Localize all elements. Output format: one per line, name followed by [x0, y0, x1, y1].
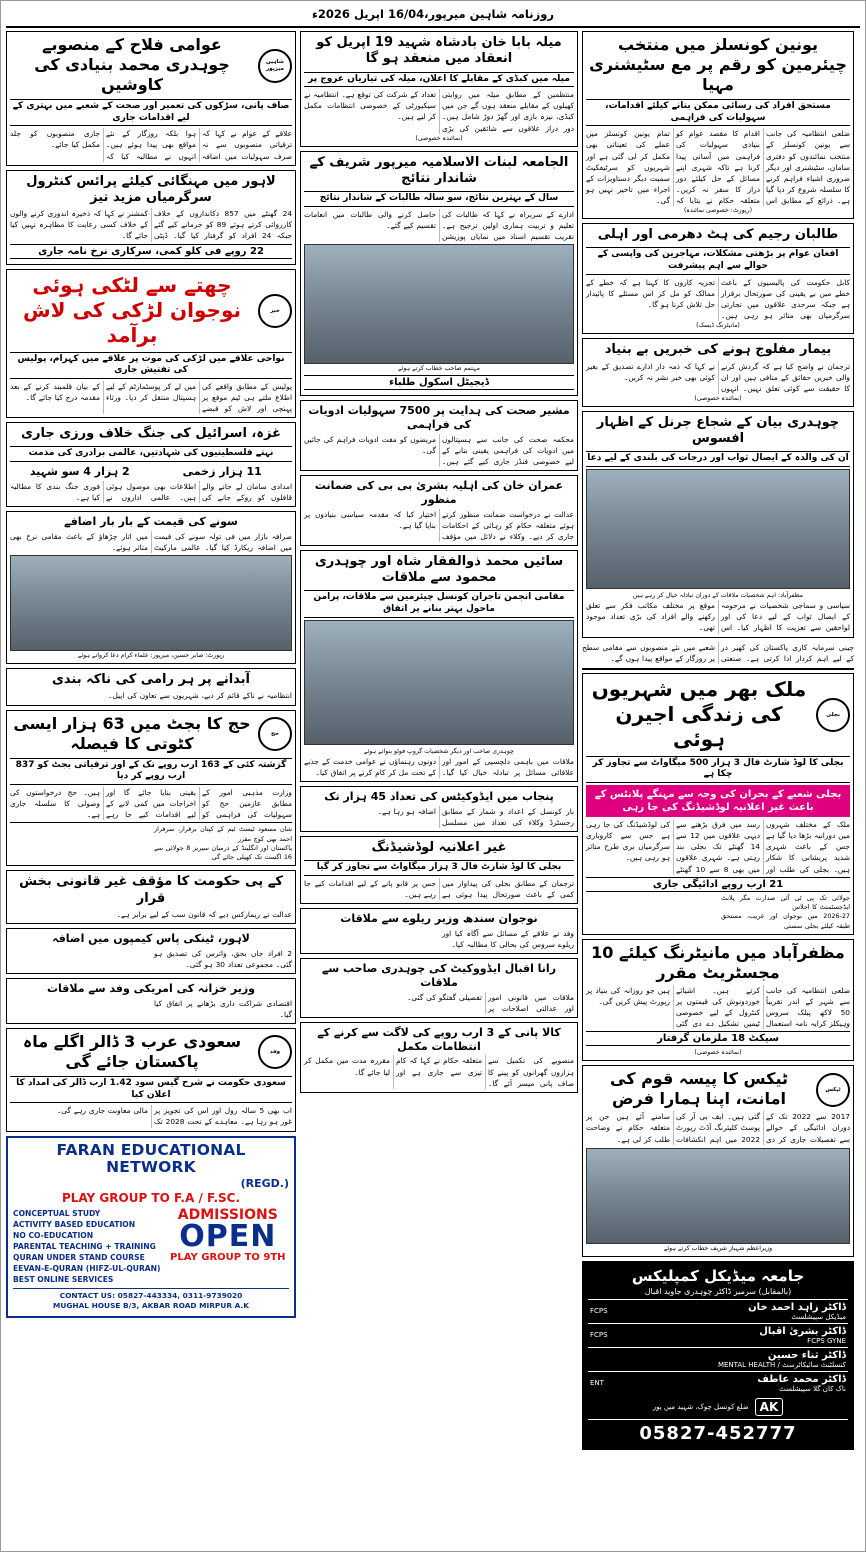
- photo-prayer: [10, 555, 292, 651]
- article-r9-headline: لاہور، ٹینکی پاس کیمپوں میں اضافہ: [52, 931, 250, 945]
- article-r5-headline: سونے کی قیمت کے بار بار اضافے: [64, 515, 238, 529]
- article-a8: [582, 1065, 854, 1256]
- article-a2: [582, 223, 854, 334]
- photo-group: [304, 620, 574, 745]
- article-m8: [300, 908, 578, 954]
- doctor-qualification: ENT: [590, 1379, 604, 1388]
- doctor-specialty: ناک کان گلا سپیشلسٹ: [779, 1384, 846, 1393]
- article-a3-body: ترجمان نے واضح کیا ہے کہ گردش کرنے والی خبریں حقائق کے منافی ہیں اور ان کا حقیقت سے کوئی تعلق نہیں۔ انہوں نے کہا کہ ذمہ دار ادارے تصدیق کے بغیر کوئی بھی خبر نشر نہ کریں۔: [586, 361, 850, 393]
- faran-contact[interactable]: CONTACT US: 05827-443334, 0311-9739020: [59, 1291, 243, 1301]
- page-columns: [6, 31, 860, 1450]
- article-r8: [6, 870, 296, 924]
- faran-title: FARAN EDUCATIONAL NETWORK: [56, 1140, 246, 1177]
- masthead-rule: [6, 26, 860, 28]
- photo-r5-caption: رپورٹ: صابر حسین، میرپور: علماء کرام دعا کرواتے ہوئے: [77, 652, 225, 660]
- article-m1-body: منتظمین کے مطابق میلہ میں روایتی کھیلوں کے مقابلے منعقد ہوں گے جن میں کبڈی، نیزہ بازی اور گھڑ دوڑ شامل ہیں۔ دور دراز علاقوں سے شائقین کی بڑی تعداد کے شرکت کی توقع ہے۔ انتظامیہ نے سیکیورٹی کے خصوصی انتظامات مکمل کر لیے ہیں۔: [304, 90, 574, 133]
- photo-speaker: [304, 244, 574, 364]
- article-r6-body: انتظامیہ نے ناکے قائم کر دیے، شہریوں سے تعاون کی اپیل۔: [108, 691, 292, 701]
- doctor-specialty: میڈیکل سپیشلسٹ: [791, 1312, 846, 1321]
- doctor-row: [588, 1323, 848, 1347]
- article-m2-note: ڈیجیٹل اسکول طلباء: [304, 375, 574, 390]
- article-m1: [300, 31, 578, 147]
- hospital-phone[interactable]: 05827-452777: [588, 1419, 848, 1444]
- article-a2-byline: (مانیٹرنگ ڈیسک): [696, 322, 740, 330]
- faran-feature: ACTIVITY BASED EDUCATION: [13, 1220, 136, 1230]
- power-seal-icon: بجلی: [816, 698, 850, 732]
- doctor-name: ڈاکٹر محمد عاطف: [757, 1373, 846, 1385]
- article-a7-note: سیکٹ 18 ملزمان گرفتار: [586, 1031, 850, 1046]
- article-m7-subhead: بجلی کا لوڈ شارٹ فال 3 ہزار میگاواٹ سے تجاوز کر گیا: [304, 860, 574, 876]
- article-a7-byline: (نمائندہ خصوصی): [694, 1049, 742, 1057]
- hospital-address: ضلع کونسل چوک، شہید مین پور: [652, 1402, 749, 1411]
- doctor-name: ڈاکٹر ثناء حسین: [767, 1349, 846, 1361]
- logo-circle-icon: شاہین میرپور: [258, 49, 292, 83]
- article-r3-subhead: نواحی علاقے میں لڑکی کی موت پر علاقے میں کہرام، پولیس کی تفتیش جاری: [10, 352, 292, 379]
- article-r3: [6, 269, 296, 419]
- article-m5-body: ملاقات میں باہمی دلچسپی کے امور اور علاقائی مسائل پر تبادلہ خیال کیا گیا۔ دونوں رہنماؤں نے عوامی خدمت کے جذبے کے تحت مل کر کام کرنے پر اتفاق کیا۔: [304, 756, 574, 777]
- article-r4-headline: غزہ، اسرائیل کی جنگ خلاف ورزی جاری: [21, 426, 281, 442]
- casualty-figures: [10, 464, 292, 481]
- article-r8-headline: کے پی حکومت کا مؤقف غیر قانونی بخش قرار: [19, 874, 283, 906]
- article-a6-headline: ملک بھر میں شہریوں کی زندگی اجیرن ہوئی: [591, 676, 807, 751]
- article-r2-note: 22 روپے فی کلو کمی، سرکاری نرخ نامہ جاری: [10, 244, 292, 259]
- hospital-brand: [588, 1395, 848, 1416]
- article-r10: [6, 978, 296, 1024]
- doctor-specialty: کنسلٹنٹ سائیکاٹرسٹ / MENTAL HEALTH: [717, 1360, 846, 1369]
- article-a1-byline: (رپورٹ: خصوصی نمائندہ): [683, 207, 752, 215]
- article-a5: [582, 642, 854, 664]
- article-m2-body: ادارے کے سربراہ نے کہا کہ طالبات کی تعلیم و تربیت ہماری اولین ترجیح ہے۔ تقریب تقسیم اسناد میں نمایاں پوزیشن حاصل کرنے والی طالبات میں انعامات تقسیم کیے گئے۔: [304, 209, 574, 242]
- article-m9-body: ملاقات میں قانونی امور اور عدالتی اصلاحات پر تفصیلی گفتگو کی گئی۔: [407, 992, 574, 1013]
- article-r6: [6, 668, 296, 705]
- article-a2-headline: طالبان رجیم کی ہٹ دھرمی اور اہلی: [597, 227, 839, 243]
- article-m6-body: بار کونسل کے اعداد و شمار کے مطابق رجسٹرڈ وکلاء کی تعداد میں مسلسل اضافہ ہو رہا ہے۔: [377, 806, 574, 827]
- article-m7: [300, 836, 578, 904]
- doctor-row: [588, 1371, 848, 1395]
- hospital-tagline: (بالمقابل) سرمیر ڈاکٹر چوہدری جاوید اقبال: [644, 1286, 792, 1296]
- hospital-name: جامعہ میڈیکل کمپلیکس: [631, 1266, 805, 1285]
- photo-a8-caption: وزیراعظم شہباز شریف خطاب کرتے ہوئے: [663, 1244, 773, 1252]
- article-a1: [582, 31, 854, 219]
- brand-mark: AK: [755, 1398, 784, 1416]
- column-middle: [300, 31, 578, 1097]
- article-m1-byline: (نمائندہ خصوصی): [415, 134, 463, 142]
- faran-admissions-label: ADMISSIONS: [177, 1207, 278, 1224]
- article-m8-body: وفد نے علاقے کے مسائل سے آگاہ کیا اور ریلوے سروس کی بحالی کا مطالبہ کیا۔: [442, 928, 574, 950]
- article-r5: [6, 511, 296, 664]
- article-r7-headline: حج کا بجٹ میں 63 ہزار ایسی کٹوتی کا فیصلہ: [13, 713, 251, 753]
- article-a5-body: چینی سرمایہ کاری پاکستان کی کھیر در کے لیے اہم کردار ادا کرتی ہے۔ صنعتی شعبے میں نئے منصوبوں سے مقامی سطح پر روزگار کے مواقع پیدا ہوں گے۔: [582, 642, 854, 663]
- article-r9: [6, 928, 296, 974]
- article-m5-headline: سائیں محمد ذوالفقار شاہ اور چوہدری محمود سے ملاقات: [314, 553, 564, 586]
- article-r9-body: 2 افراد جاں بحق، وائرس کی تصدیق ہو گئی۔ مجموعی تعداد 30 ہو گئی۔: [154, 948, 292, 969]
- article-r2: [6, 170, 296, 265]
- article-m6: [300, 786, 578, 832]
- article-a4-body: سیاسی و سماجی شخصیات نے مرحومہ کے ایصال ثواب کے لیے دعا کی اور لواحقین سے تعزیت کا اظہار کیا۔ اس موقع پر مختلف مکاتب فکر سے تعلق رکھنے والے افراد کی بڑی تعداد موجود تھی۔: [586, 601, 850, 633]
- article-r2-headline: لاہور میں مہنگائی کیلئے پرائس کنٹرول سرگرمیاں مزید تیز: [26, 173, 276, 205]
- article-r1-body: علاقے کے عوام نے کہا کہ ترقیاتی منصوبوں سے نہ صرف سہولیات میں اضافہ ہوا بلکہ روزگار کے نئے مواقع بھی پیدا ہوئے ہیں۔ انہوں نے مطالبہ کیا کہ جاری منصوبوں کو جلد مکمل کیا جائے۔: [10, 129, 292, 161]
- article-r8-body: عدالت نے ریمارکس دیے کہ قانون سب کے لیے برابر ہے۔: [116, 909, 292, 919]
- article-a6: [582, 673, 854, 935]
- article-r10-headline: وزیر خزانہ کی امریکی وفد سے ملاقات: [46, 981, 256, 995]
- article-m4-headline: عمران خان کی اہلیہ بشریٰ بی بی کی ضمانت منظور: [314, 479, 564, 506]
- article-a8-headline: ٹیکس کا پیسہ قوم کی امانت، اپنا ہمارا فرض: [610, 1069, 788, 1109]
- article-a3: [582, 338, 854, 407]
- saudi-seal-icon: وفد: [258, 1035, 292, 1069]
- article-r1-subhead: صاف پانی، سڑکوں کی تعمیر اور صحت کے شعبے میں بہتری کے لیے اقدامات جاری: [10, 99, 292, 126]
- article-m4-body: عدالت نے درخواست ضمانت منظور کرتے ہوئے متعلقہ حکام کو رہائی کے احکامات جاری کر دیے۔ وکلاء نے دلائل میں مؤقف اختیار کیا کہ مقدمہ سیاسی بنیادوں پر بنایا گیا ہے۔: [304, 509, 574, 541]
- article-m8-headline: نوجوان سندھ وزیر ریلوے سے ملاقات: [340, 912, 538, 926]
- article-a3-byline: (نمائندہ خصوصی): [694, 394, 742, 402]
- article-a4-headline: چوہدری بیان کے شجاع جرنل کے اظہار افسوس: [596, 414, 840, 447]
- casualty-left: 2 ہزار 4 سو شہید: [29, 465, 130, 479]
- article-m5-subhead: مقامی انجمن تاجران کونسل چیئرمین سے ملاقات، پرامن ماحول بہتر بنانے پر اتفاق: [304, 590, 574, 617]
- article-r4: [6, 422, 296, 507]
- column-left: [582, 31, 854, 1450]
- article-a6-note1: 21 ارب روپے ادائیگی جاری: [586, 877, 850, 892]
- breaking-seal-icon: خبر: [258, 294, 292, 328]
- article-m10-body: منصوبے کی تکمیل سے ہزاروں گھرانوں کو پینے کا صاف پانی میسر آئے گا۔ متعلقہ حکام نے کہا کہ کام تیزی سے جاری ہے اور مقررہ مدت میں مکمل کر لیا جائے گا۔: [304, 1056, 574, 1088]
- article-m7-body: ترجمان کے مطابق بجلی کی پیداوار میں کمی کے باعث صورتحال پیدا ہوئی ہے جس پر قابو پانے کے لیے اقدامات کیے جا رہے ہیں۔: [304, 878, 574, 900]
- faran-open-label: OPEN: [179, 1219, 277, 1255]
- doctor-specialty: FCPS GYNE: [807, 1336, 846, 1345]
- faran-subtitle: PLAY GROUP TO F.A / F.SC.: [61, 1191, 241, 1206]
- article-m1-subhead: میلہ میں کبڈی کے مقابلے کا اعلان، میلہ کی تیاریاں عروج پر: [304, 72, 574, 88]
- article-m9: [300, 958, 578, 1018]
- article-m1-headline: میلہ بابا خان بادشاہ شہید 19 اپریل کو انعقاد میں منعقد ہو گا: [316, 35, 562, 67]
- article-m5: [300, 550, 578, 782]
- article-r11-body: اب بھی 5 سالہ رول اور اس کی تجویز پر غور ہو رہا ہے۔ معاہدے کے تحت 2028 تک مالی معاونت جاری رہے گی۔: [56, 1106, 292, 1127]
- faran-playgroup-label: PLAY GROUP TO 9TH: [170, 1252, 286, 1264]
- doctor-name: ڈاکٹر بشریٰ اقبال: [759, 1325, 846, 1337]
- faran-feature: QURAN UNDER STAND COURSE: [13, 1253, 145, 1263]
- ad-medical-complex[interactable]: [582, 1261, 854, 1450]
- article-a1-subhead: مستحق افراد کی رسائی ممکن بنانے کیلئے اقدامات، سہولیات کی فراہمی: [586, 99, 850, 126]
- article-r11-headline: سعودی عرب 3 ڈالر اگلے ماہ پاکستان جائے گی: [22, 1031, 242, 1071]
- article-a4-subhead: ان کی والدہ کے ایصال ثواب اور درجات کی بلندی کے لیے دعا: [586, 451, 850, 467]
- article-r2-body: 24 گھنٹے میں 857 دکانداروں کے خلاف کارروائی کرتے ہوئے 89 کو جرمانے کیے گئے جبکہ 24 افراد کو گرفتار کیا گیا۔ ڈپٹی کمشنر نے کہا کہ ذخیرہ اندوزی کرنے والوں کے خلاف کسی رعایت کا مظاہرہ نہیں کیا جائے گا۔: [10, 209, 292, 241]
- faran-feature: BEST ONLINE SERVICES: [13, 1275, 114, 1285]
- article-a6-banner: بجلی شعبے کے بحران کی وجہ سے مہنگے پلانٹس کے باعث غیر اعلانیہ لوڈشیڈنگ کی جا رہی: [586, 785, 850, 817]
- article-m3-body: محکمہ صحت کی جانب سے ہسپتالوں میں ادویات کی فراہمی یقینی بنانے کے لیے خصوصی فنڈز جاری کیے گئے ہیں۔ مریضوں کو مفت ادویات فراہم کی جائیں گی۔: [304, 434, 574, 466]
- article-r10-body: اقتصادی شراکت داری بڑھانے پر اتفاق کیا گیا۔: [154, 998, 292, 1019]
- faran-feature: NO CO-EDUCATION: [13, 1231, 94, 1241]
- faran-feature-list: [13, 1208, 163, 1285]
- article-r1-headline: عوامی فلاح کے منصوبے چوہدری محمد بنیادی کی کاوشیں: [34, 35, 230, 94]
- photo-pm: [586, 1148, 850, 1244]
- article-r7: [6, 710, 296, 867]
- photo-a4-caption: مظفرآباد: اہم شخصیات ملاقات کے دوران تبادلہ خیال کر رہے ہیں: [632, 592, 804, 600]
- faran-address: MUGHAL HOUSE B/3, AKBAR ROAD MIRPUR A.K: [52, 1301, 249, 1311]
- article-a1-body: ضلعی انتظامیہ کی جانب سے یونین کونسلز کے منتخب نمائندوں کو دفتری سامان، سٹیشنری اور دیگر ضروری اشیاء فراہم کرنے کا سلسلہ شروع کر دیا گیا ہے۔ ذرائع کے مطابق اس اقدام کا مقصد عوام کو بنیادی سہولیات کی فراہمی میں آسانی پیدا کرنا ہے تاکہ شہری اپنے مسائل کے حل کیلئے دور دراز کا سفر نہ کریں۔ متعلقہ حکام نے بتایا کہ تمام یونین کونسلز میں عملے کی تعیناتی بھی مکمل کر لی گئی ہے اور شہریوں کو سرٹیفکیٹ سمیت دیگر دستاویزات کے اجراء میں تاخیر نہیں ہو گی۔: [586, 129, 850, 206]
- article-r6-headline: آبدانے پر ہر رامی کی ناکہ بندی: [51, 672, 251, 688]
- faran-feature: PARENTAL TEACHING + TRAINING: [13, 1242, 156, 1252]
- masthead: [6, 5, 860, 24]
- doctor-row: [588, 1347, 848, 1371]
- hajj-seal-icon: حج: [258, 717, 292, 751]
- doctor-name: ڈاکٹر زاہد احمد خان: [748, 1301, 846, 1313]
- article-a6-note3: 2026-27 میں نوجوان اور غریب، مستحق طبقہ کیلئے بجلی سستی: [721, 912, 850, 930]
- article-m9-headline: رانا اقبال ایڈووکیٹ کی چوہدری صاحب سے ملاقات: [321, 962, 557, 989]
- article-m2-headline: الجامعہ لبنات الاسلامیہ میرپور شریف کے شاندار نتائج: [309, 154, 569, 186]
- article-r11: [6, 1028, 296, 1132]
- article-r7-body: وزارت مذہبی امور کے مطابق عازمین حج کو سہولیات کی فراہمی کو یقینی بنایا جائے گا اور اخراجات میں کمی لانے کے لیے اقدامات کیے جا رہے ہیں۔ حج درخواستوں کی وصولی کا سلسلہ جاری ہے۔: [10, 787, 292, 820]
- article-m3: [300, 400, 578, 471]
- article-a2-subhead: افغان عوام پر بڑھتی مشکلات، مہاجرین کی واپسی کے حوالے سے اہم پیشرفت: [586, 247, 850, 274]
- article-a2-body: کابل حکومت کی پالیسیوں کے باعث خطے میں بے یقینی کی صورتحال برقرار ہے جبکہ سرحدی علاقوں میں تجارتی سرگرمیاں بھی متاثر ہو رہی ہیں۔ تجزیہ کاروں کا کہنا ہے کہ خطے کے ممالک کو مل کر اس مسئلے کا پائیدار حل تلاش کرنا ہو گا۔: [586, 277, 850, 321]
- tax-seal-icon: ٹیکس: [816, 1073, 850, 1107]
- article-r11-subhead: سعودی حکومت نے شرح گیس سود 1.42 ارب ڈالر کی امداد کا اعلان کیا: [10, 1076, 292, 1103]
- doctor-row: [588, 1299, 848, 1323]
- faran-feature: EEVAN-E-QURAN (HIFZ-UL-QURAN): [13, 1264, 161, 1274]
- column-right: [6, 31, 296, 1318]
- article-r7-note1: شان مسعود ٹیسٹ ٹیم کے کپتان برقرار، سرفراز احمد بھی کوچ مقرر: [154, 825, 292, 843]
- article-r3-headline: چھتے سے لٹکی ہوئی نوجوان لڑکی کی لاش برآمد: [23, 272, 241, 347]
- photo-m2-caption: مہتمم صاحب خطاب کرتے ہوئے: [398, 365, 480, 373]
- masthead-dateline: روزنامہ شاہین میرپور،16/04 اپریل 2026ء: [312, 7, 554, 21]
- article-r5-body: صرافہ بازار میں فی تولہ سونے کی قیمت میں اضافہ ریکارڈ کیا گیا۔ عالمی مارکیٹ میں اتار چڑھاؤ کے باعث مقامی نرخ بھی متاثر ہوئے۔: [10, 531, 292, 552]
- article-r3-body: پولیس کے مطابق واقعے کی اطلاع ملتے ہی ٹیم موقع پر پہنچی اور لاش کو قبضے میں لے کر پوسٹمارٹم کے لیے ہسپتال منتقل کر دیا۔ ورثاء کے بیان قلمبند کرنے کے بعد مقدمہ درج کیا جائے گا۔: [10, 381, 292, 414]
- photo-m5-caption: چوہدری صاحب اور دیگر شخصیات گروپ فوٹو بنواتے ہوئے: [364, 747, 514, 755]
- article-m2: [300, 151, 578, 397]
- article-m10: [300, 1022, 578, 1093]
- article-m7-headline: غیر اعلانیہ لوڈشیڈنگ: [371, 840, 507, 856]
- photo-meeting: [586, 469, 850, 589]
- ad-faran-educational-network[interactable]: [6, 1136, 296, 1318]
- article-r7-subhead: گزشتہ کئی کے 163 ارب روپے تک کے اور ترقیاتی بجٹ کو 837 ارب روپے کر دیا: [10, 758, 292, 785]
- article-a7: [582, 939, 854, 1062]
- article-a8-body: 2017 سے 2022 تک کے دوران ادائیگی کے حوالے سے تفصیلات جاری کر دی گئی ہیں۔ ایف بی آر کی پوسٹ کلیئرنگ آڈٹ رپورٹ 2022 میں اہم انکشافات سامنے آئے ہیں جن پر متعلقہ حکام نے وضاحت طلب کر لی ہے۔: [586, 1112, 850, 1144]
- article-m2-subhead: سال کے بہترین نتائج، سو سالہ طالبات کے شاندار نتائج: [304, 191, 574, 207]
- article-a3-headline: بیمار مفلوج ہونے کی خبریں بے بنیاد: [604, 342, 832, 358]
- article-a6-body: ملک کے مختلف شہروں میں دورانیہ بڑھا دیا گیا ہے جس کے باعث شہری شدید پریشانی کا شکار ہیں۔ بجلی کی طلب اور رسد میں فرق بڑھنے سے دیہی علاقوں میں 12 سے 14 گھنٹے تک بجلی بند رہتی ہے۔ شہری علاقوں میں بھی 8 سے 10 گھنٹے کی لوڈشیڈنگ کی جا رہی ہے جس سے کاروباری سرگرمیاں بری طرح متاثر ہو رہی ہیں۔: [586, 820, 850, 874]
- article-r7-note2: پاکستان اور انگلینڈ کے درمیان سیریز 8 جولائی سے 16 اگست تک کھیلی جائے گی: [154, 843, 292, 862]
- article-m3-headline: مشیر صحت کی ہدایت پر 7500 سہولیات ادویات کی فراہمی: [308, 404, 570, 432]
- article-a6-subhead: بجلی کا لوڈ شارٹ فال 3 ہزار 500 میگاواٹ سے تجاوز کر چکا ہے: [586, 756, 850, 783]
- article-a4: [582, 411, 854, 638]
- article-r4-body: امدادی سامان لے جانے والے قافلوں کو روکے جانے کی اطلاعات بھی موصول ہوئی ہیں۔ عالمی اداروں نے فوری جنگ بندی کا مطالبہ کیا ہے۔: [10, 481, 292, 503]
- doctor-qualification: FCPS: [590, 1331, 608, 1340]
- article-a6-note2: جولائی تک پی ٹی آئی صدارت مگر پلانٹ ایڈجسٹمنٹ کا اجلاس: [721, 893, 850, 911]
- article-r1: [6, 31, 296, 166]
- doctor-qualification: FCPS: [590, 1307, 608, 1316]
- casualty-right: 11 ہزار زخمی: [182, 465, 262, 479]
- article-a1-headline: یونین کونسلز میں منتخب چیئرمین کو رقم پر مع سٹیشنری مہیا: [589, 35, 847, 94]
- article-m6-headline: پنجاب میں ایڈوکیٹس کی تعداد 45 ہزار تک: [324, 790, 554, 804]
- faran-feature: CONCEPTUAL STUDY: [13, 1209, 101, 1219]
- article-a7-headline: مظفرآباد میں مانیٹرنگ کیلئے 10 مجسٹریٹ مقرر: [591, 942, 845, 982]
- article-r4-subhead: نہتے فلسطینیوں کی شہادتیں، عالمی برادری کی مذمت: [10, 446, 292, 462]
- faran-regd: (REGD.): [240, 1177, 289, 1191]
- article-m10-headline: کالا پانی کے 3 ارب روپے کی لاگت سے کرنے کے انتظامات مکمل: [317, 1025, 561, 1053]
- article-m4: [300, 475, 578, 546]
- article-a7-body: ضلعی انتظامیہ کی جانب سے شہر کے اندر تقریباً 50 لاکھ پبلک سروس وہیکلز کرایہ نامہ استعمال کرتے ہیں۔ اشیائے خوردونوش کی قیمتوں پر کنٹرول کے لیے خصوصی ٹیمیں تشکیل دے دی گئی ہیں جو روزانہ کی بنیاد پر رپورٹ پیش کریں گی۔: [586, 985, 850, 1029]
